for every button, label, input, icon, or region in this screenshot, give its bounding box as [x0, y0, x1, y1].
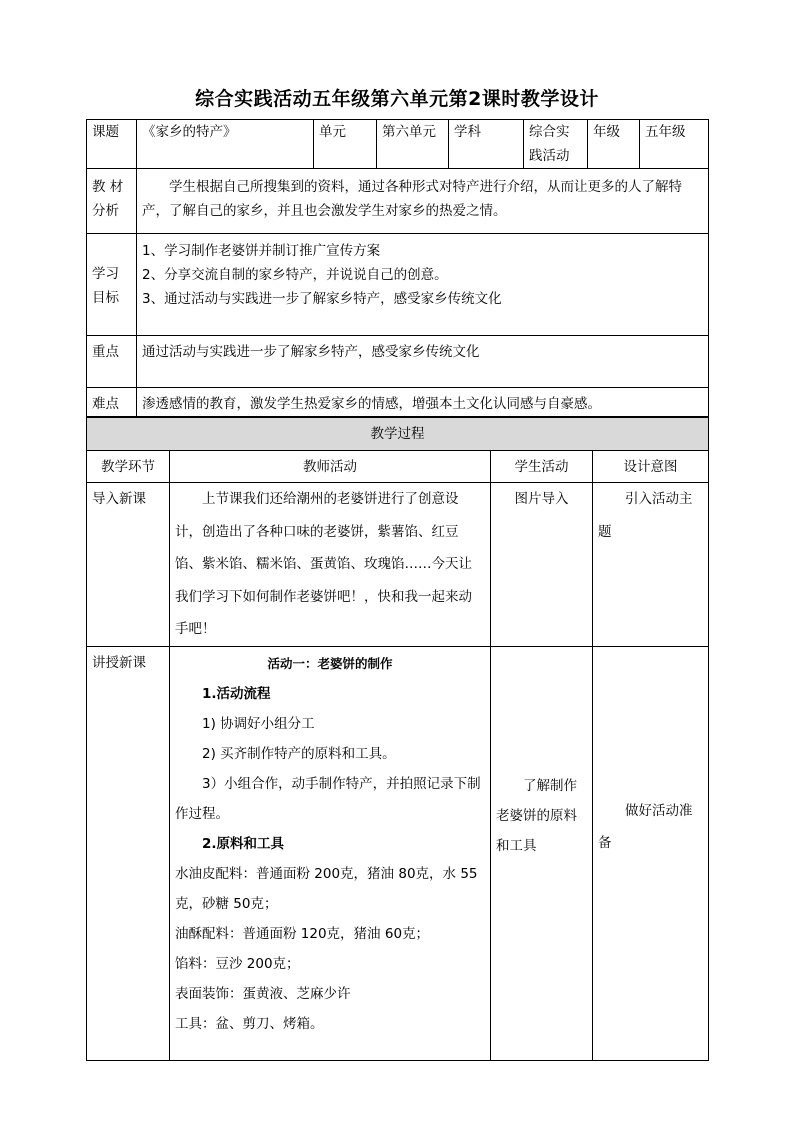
- flow-step: 2) 买齐制作特产的原料和工具。: [202, 745, 396, 762]
- grade-value: 五年级: [640, 120, 709, 169]
- analysis-label: 教 材分析: [87, 169, 137, 234]
- goals-list: [137, 234, 709, 336]
- goals-row: [87, 234, 709, 336]
- difficulty-label: 难点: [87, 388, 137, 417]
- subject-label: 学科: [449, 120, 524, 169]
- info-row: [87, 120, 709, 169]
- intro-student-text: 图片导入: [491, 483, 593, 647]
- intro-row: [87, 483, 709, 647]
- topic-label: 课题: [87, 120, 137, 169]
- key-text: 通过活动与实践进一步了解家乡特产，感受家乡传统文化: [137, 336, 709, 388]
- unit-value: 第六单元: [377, 120, 449, 169]
- column-header-teacher: 教师活动: [170, 451, 491, 483]
- lesson-intent-text: 做好活动准备: [593, 646, 709, 1060]
- activity-title: 活动一：老婆饼的制作: [267, 655, 393, 671]
- intro-teacher-text: 上节课我们还给潮州的老婆饼进行了创意设计，创造出了各种口味的老婆饼，紫薯馅、红豆馅、紫米馅、糯米馅、蛋黄馅、玫瑰馅……今天让我们学习下如何制作老婆饼吧！，快和我一起来动手吧！: [170, 483, 491, 647]
- flow-step: 1) 协调好小组分工: [202, 715, 315, 732]
- goal-item: 2、分享交流自制的家乡特产，并说说自己的创意。: [142, 267, 448, 283]
- material-item: 油酥配料：普通面粉 120克，猪油 60克；: [175, 925, 430, 942]
- flow-title: 1.活动流程: [202, 685, 271, 702]
- unit-label: 单元: [314, 120, 377, 169]
- difficulty-row: [87, 388, 709, 417]
- material-item: 水油皮配料：普通面粉 200克，猪油 80克，水 55克，砂糖 50克；: [175, 865, 478, 912]
- intro-intent-text: 引入活动主题: [593, 483, 709, 647]
- lesson-student-text: 了解制作老婆饼的原料和工具: [491, 646, 593, 1060]
- intro-stage: 导入新课: [87, 483, 170, 647]
- column-header-student: 学生活动: [491, 451, 593, 483]
- goal-item: 3、通过活动与实践进一步了解家乡特产，感受家乡传统文化: [142, 291, 502, 307]
- material-item: 工具：盆、剪刀、烤箱。: [175, 1015, 324, 1032]
- goal-item: 1、学习制作老婆饼并制订推广宣传方案: [142, 243, 381, 259]
- difficulty-text: 渗透感情的教育，激发学生热爱家乡的情感，增强本土文化认同感与自豪感。: [137, 388, 709, 417]
- topic-value: 《家乡的特产》: [137, 120, 314, 169]
- goals-label: 学习目标: [87, 234, 137, 336]
- flow-step: 3）小组合作，动手制作特产，并拍照记录下制作过程。: [175, 775, 481, 822]
- material-item: 表面装饰：蛋黄液、芝麻少许: [175, 985, 351, 1002]
- lesson-info-table: [86, 119, 709, 417]
- grade-label: 年级: [588, 120, 640, 169]
- teaching-process-table: [86, 417, 709, 1061]
- subject-value: 综合实践活动: [524, 120, 588, 169]
- lesson-stage: 讲授新课: [87, 646, 170, 1060]
- process-header: 教学过程: [87, 418, 709, 451]
- key-label: 重点: [87, 336, 137, 388]
- column-header-stage: 教学环节: [87, 451, 170, 483]
- materials-title: 2.原料和工具: [202, 835, 285, 852]
- column-header-intent: 设计意图: [593, 451, 709, 483]
- material-item: 馅料：豆沙 200克；: [175, 955, 300, 972]
- key-row: [87, 336, 709, 388]
- analysis-text: 学生根据自己所搜集到的资料，通过各种形式对特产进行介绍，从而让更多的人了解特产，了解自己的家乡，并且也会激发学生对家乡的热爱之情。: [137, 169, 709, 234]
- lesson-row: [87, 646, 709, 1060]
- lesson-teacher-content: [170, 646, 491, 1060]
- column-header-row: [87, 451, 709, 483]
- analysis-row: [87, 169, 709, 234]
- page-title: 综合实践活动五年级第六单元第2课时教学设计: [195, 88, 599, 110]
- process-header-row: [87, 418, 709, 451]
